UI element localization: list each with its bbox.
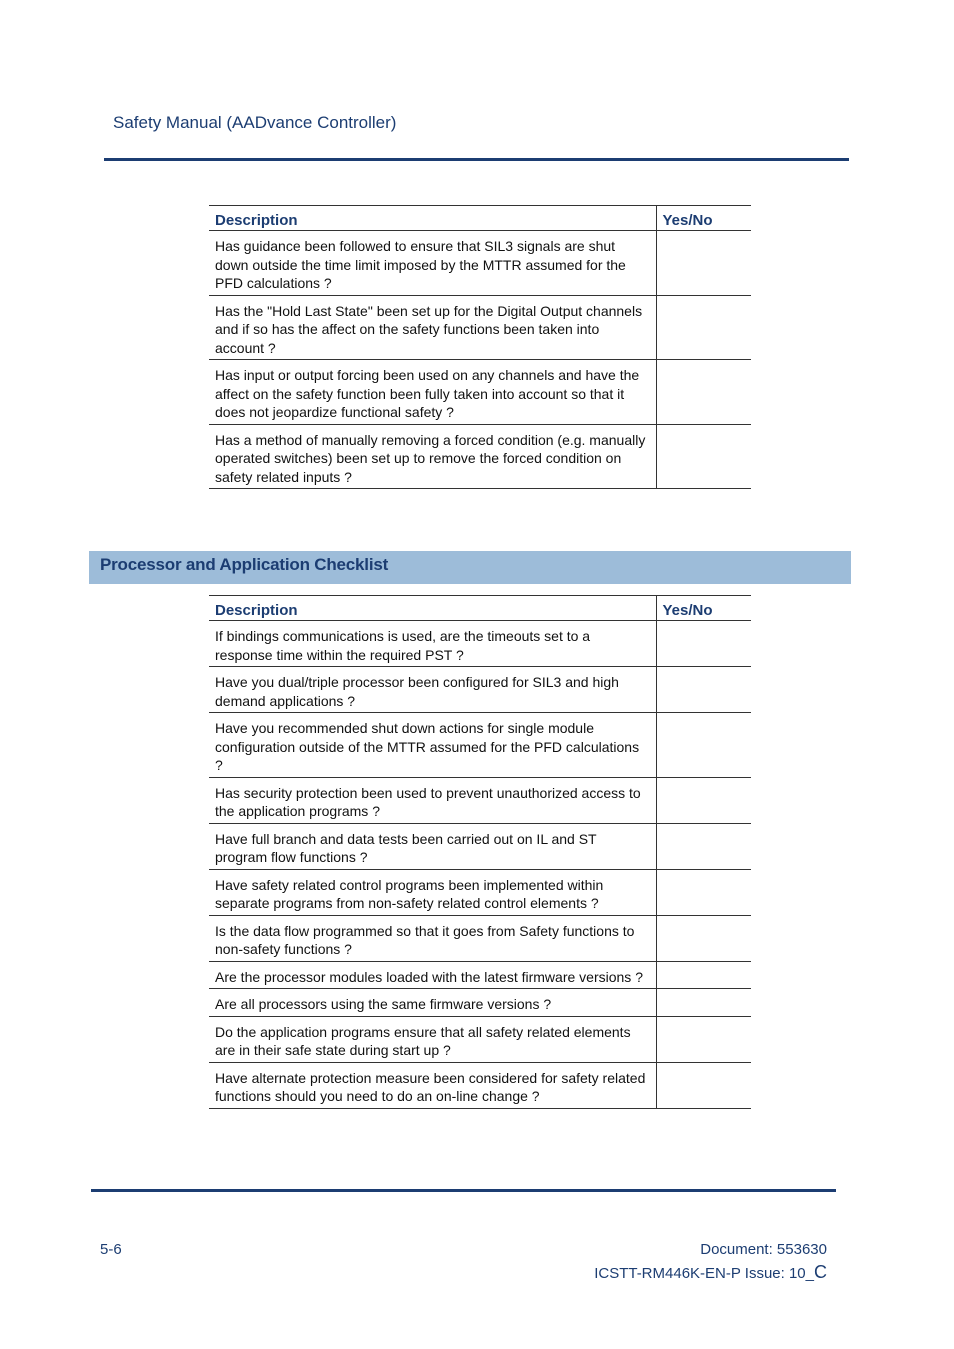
row-description: Is the data flow programmed so that it goes from Safety functions to non-safety functions ? [209,915,656,961]
checklist-table-io [209,205,751,489]
row-yes-no-cell[interactable] [656,869,751,915]
row-description: Do the application programs ensure that all safety related elements are in their safe state during start up ? [209,1016,656,1062]
row-description: Has guidance been followed to ensure that SIL3 signals are shut down outside the time limit imposed by the MTTR assumed for the PFD calculations ? [209,231,656,296]
table-row [209,869,751,915]
issue-suffix: C [814,1262,827,1282]
column-header-yes-no: Yes/No [656,596,751,621]
issue-prefix: ICSTT-RM446K-EN-P Issue: 10_ [594,1265,814,1282]
row-yes-no-cell[interactable] [656,989,751,1017]
row-description: Has input or output forcing been used on any channels and have the affect on the safety function been fully taken into account so that it does not jeopardize functional safety ? [209,360,656,425]
table-body [209,621,751,1109]
row-description: Are all processors using the same firmware versions ? [209,989,656,1017]
table-row [209,823,751,869]
row-description: Have you dual/triple processor been configured for SIL3 and high demand applications ? [209,667,656,713]
row-yes-no-cell[interactable] [656,360,751,425]
table-row [209,961,751,989]
row-yes-no-cell[interactable] [656,1062,751,1108]
row-description: Have alternate protection measure been considered for safety related functions should you need to do an on-line change ? [209,1062,656,1108]
row-description: Has the "Hold Last State" been set up for the Digital Output channels and if so has the affect on the safety functions been taken into account ? [209,295,656,360]
row-yes-no-cell[interactable] [656,915,751,961]
checklist-table-processor [209,595,751,1109]
column-header-description: Description [209,596,656,621]
table-row [209,295,751,360]
row-description: Have you recommended shut down actions for single module configuration outside of the MTTR assumed for the PFD calculations ? [209,713,656,778]
table-row [209,1016,751,1062]
header-divider [104,158,849,161]
table-row [209,360,751,425]
row-yes-no-cell[interactable] [656,424,751,489]
column-header-description: Description [209,206,656,231]
table-header-row [209,206,751,231]
document-number: Document: 553630 [700,1241,827,1258]
table-body [209,231,751,489]
table-row [209,989,751,1017]
row-yes-no-cell[interactable] [656,777,751,823]
table-row [209,777,751,823]
issue-reference [594,1262,827,1283]
table-row [209,915,751,961]
footer-divider [91,1189,836,1192]
table-row [209,667,751,713]
row-yes-no-cell[interactable] [656,295,751,360]
table-header-row [209,596,751,621]
page-header-title: Safety Manual (AADvance Controller) [113,113,397,132]
row-yes-no-cell[interactable] [656,667,751,713]
table-row [209,1062,751,1108]
row-yes-no-cell[interactable] [656,823,751,869]
row-yes-no-cell[interactable] [656,961,751,989]
row-description: Have safety related control programs been implemented within separate programs from non-safety related control elements ? [209,869,656,915]
section-heading: Processor and Application Checklist [89,551,851,584]
column-header-yes-no: Yes/No [656,206,751,231]
page-number: 5-6 [100,1241,122,1258]
row-description: Are the processor modules loaded with the latest firmware versions ? [209,961,656,989]
row-description: Has security protection been used to prevent unauthorized access to the application programs ? [209,777,656,823]
table-row [209,621,751,667]
table-row [209,424,751,489]
row-yes-no-cell[interactable] [656,1016,751,1062]
row-description: If bindings communications is used, are the timeouts set to a response time within the required PST ? [209,621,656,667]
row-description: Have full branch and data tests been carried out on IL and ST program flow functions ? [209,823,656,869]
row-yes-no-cell[interactable] [656,231,751,296]
row-description: Has a method of manually removing a forced condition (e.g. manually operated switches) been set up to remove the forced condition on safety related inputs ? [209,424,656,489]
table-row [209,231,751,296]
row-yes-no-cell[interactable] [656,621,751,667]
row-yes-no-cell[interactable] [656,713,751,778]
table-row [209,713,751,778]
